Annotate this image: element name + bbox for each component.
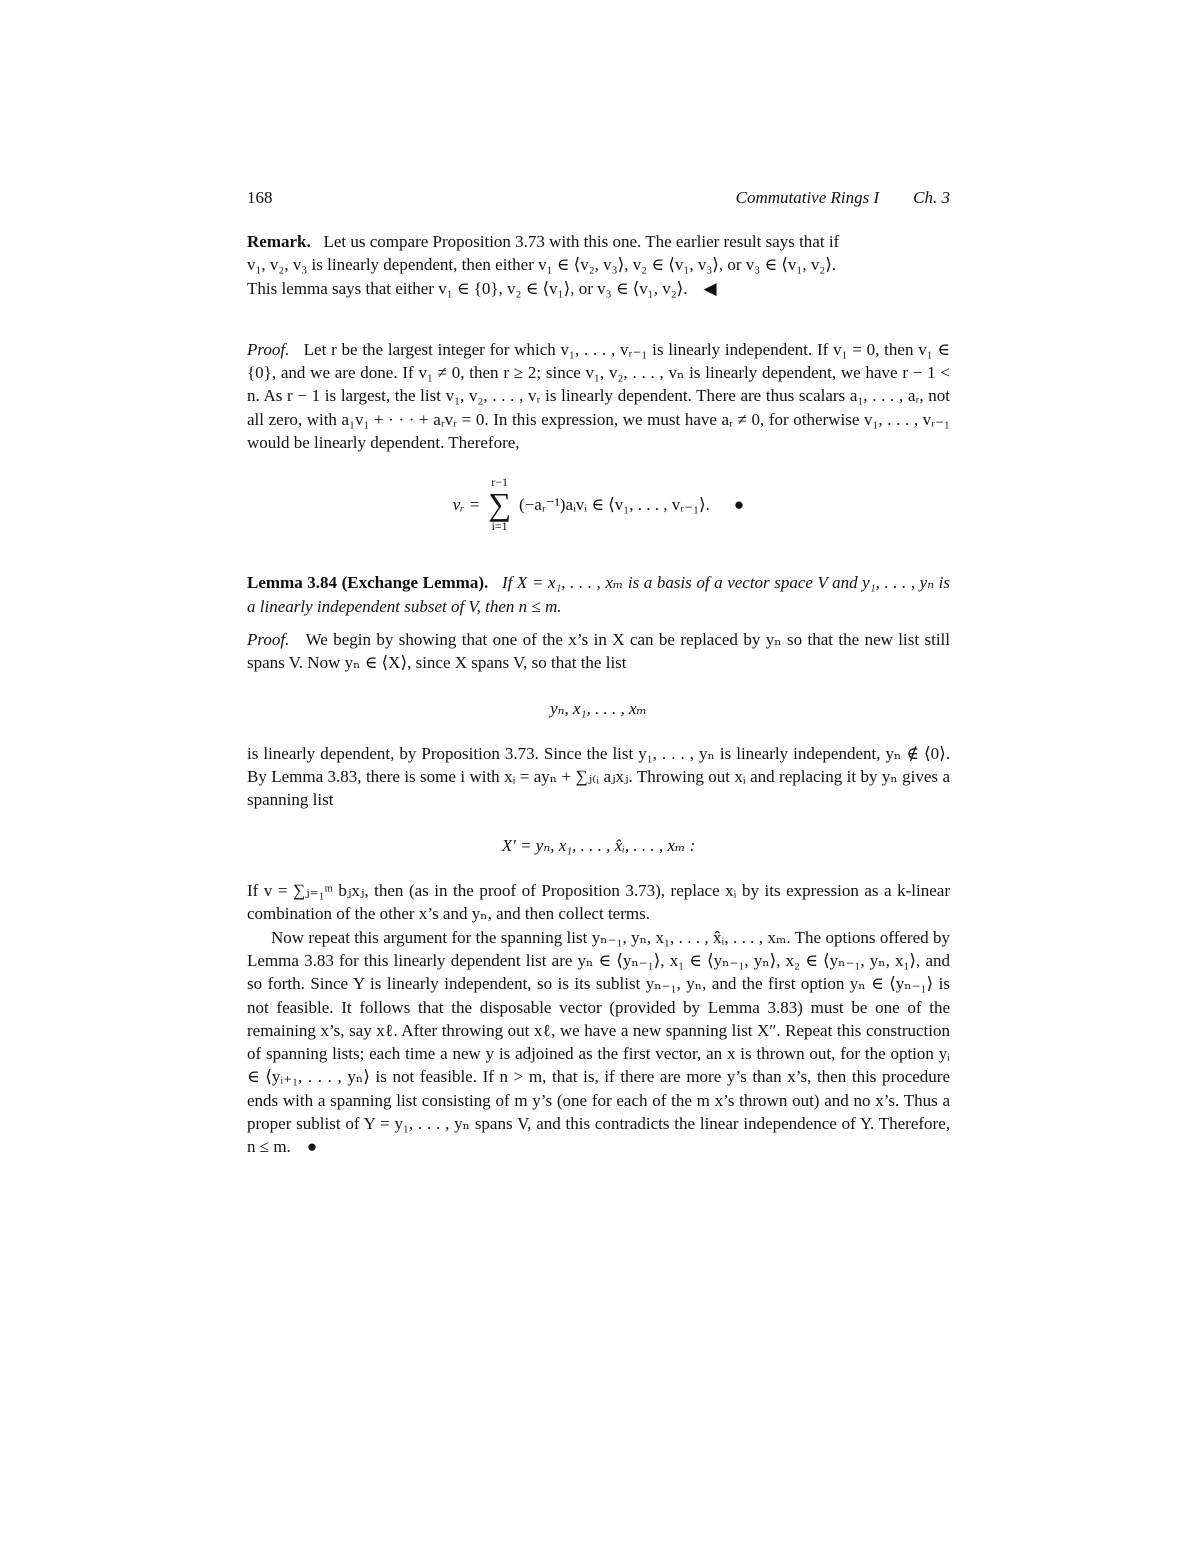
lemma-statement: If X = x₁, . . . , xₘ is a basis of a vector space V and y₁, . . . , yₙ is a linearly independent subset of V, then n ≤ m. <box>247 573 951 616</box>
remark-end-mark: ◀ <box>703 278 717 298</box>
lemma-3-84 <box>247 571 950 618</box>
proof-2-paragraph-3: If v = ∑ⱼ₌₁ᵐ bⱼxⱼ, then (as in the proof of Proposition 3.73), replace xᵢ by its expression as a k-linear combination of the other x’s and yₙ, and then collect terms. <box>247 881 950 924</box>
running-title: Commutative Rings I <box>735 188 880 207</box>
running-head <box>736 186 950 209</box>
equation-vr <box>247 476 950 532</box>
equation-lhs: vᵣ = <box>452 494 481 514</box>
page-header <box>247 186 950 210</box>
remark-block <box>247 230 950 300</box>
proof-2-label: Proof. <box>247 629 290 649</box>
equation-rhs: (−aᵣ⁻¹)aᵢvᵢ ∈ ⟨v₁, . . . , vᵣ₋₁⟩. <box>519 494 710 514</box>
proof-2 <box>247 628 950 1159</box>
proof-2-text-4: Now repeat this argument for the spanning list yₙ₋₁, yₙ, x₁, . . . , x̂ᵢ, . . . , xₘ. The options offered by Lemma 3.83 for this linearly dependent list are yₙ ∈ ⟨yₙ₋₁⟩, x₁ ∈ ⟨yₙ₋₁, yₙ⟩, x₂ ∈ ⟨yₙ₋₁, yₙ, x₁⟩, and so forth. Since Y is linearly independent, so is its sublist yₙ₋₁, yₙ, and the first option yₙ ∈ ⟨yₙ₋₁⟩ is not feasible. It follows that the disposable vector (provided by Lemma 3.83) must be one of the remaining x’s, say xℓ. After throwing out xℓ, we have a new spanning list X″. Repeat this construction of spanning lists; each time a new y is adjoined as the first vector, an x is thrown out, for the option yᵢ ∈ ⟨yᵢ₊₁, . . . , yₙ⟩ is not feasible. If n > m, that is, if there are more y’s than x’s, then this procedure ends with a spanning list consisting of m y’s (one for each of the m x’s thrown out) and no x’s. Thus a proper sublist of Y = y₁, . . . , yₙ spans V, and this contradicts the linear independence of Y. Therefore, n ≤ m. <box>247 927 950 1157</box>
sum-upper-limit: r−1 <box>491 475 509 490</box>
sigma-symbol: ∑ <box>488 486 512 523</box>
sum-lower-limit: i=1 <box>491 519 508 534</box>
proof-2-text-1: We begin by showing that one of the x’s in X can be replaced by yₙ so that the new list still spans V. Now yₙ ∈ ⟨X⟩, since X spans V, so that the list <box>247 629 951 673</box>
proof-2-qed-mark: ● <box>306 1137 318 1157</box>
remark-line-1 <box>247 230 950 253</box>
page-number: 168 <box>247 188 273 207</box>
proof-1-text: Let r be the largest integer for which v₁, . . . , vᵣ₋₁ is linearly independent. If v₁ = 0, then v₁ ∈ {0}, and we are done. If v₁ ≠ 0, then r ≥ 2; since v₁, v₂, . . . , vₙ is linearly dependent, we have r − 1 < n. As r − 1 is largest, the list v₁, v₂, . . . , vᵣ is linearly dependent. There are thus scalars a₁, . . . , aᵣ, not all zero, with a₁v₁ + · · · + aᵣvᵣ = 0. In this expression, we must have aᵣ ≠ 0, for otherwise v₁, . . . , vᵣ₋₁ would be linearly dependent. Therefore, <box>247 339 950 453</box>
proof-1 <box>247 338 950 532</box>
proof-1-paragraph <box>247 338 950 454</box>
proof-2-paragraph-1 <box>247 628 950 675</box>
proof-1-qed-mark: ● <box>733 494 745 514</box>
lemma-paragraph <box>247 571 950 618</box>
proof-1-label: Proof. <box>247 339 290 359</box>
display-list-1: yₙ, x₁, . . . , xₘ <box>550 698 647 718</box>
proof-2-paragraph-2: is linearly dependent, by Proposition 3.73. Since the list y₁, . . . , yₙ is linearly independent, yₙ ∉ ⟨0⟩. By Lemma 3.83, there is some i with xᵢ = ayₙ + ∑ⱼ₍ᵢ aⱼxⱼ. Throwing out xᵢ and replacing it by yₙ gives a spanning list <box>247 743 950 810</box>
lemma-label: Lemma 3.84 (Exchange Lemma). <box>247 573 489 593</box>
chapter-label: Ch. 3 <box>913 188 950 207</box>
remark-text-1: Let us compare Proposition 3.73 with this one. The earlier result says that if <box>323 232 840 251</box>
page-body <box>247 186 950 1159</box>
summation <box>488 476 511 532</box>
remark-line-3 <box>247 277 950 300</box>
proof-2-paragraph-4 <box>247 926 950 1159</box>
remark-label: Remark. <box>247 232 311 251</box>
remark-text-3: This lemma says that either v₁ ∈ {0}, v₂ ∈ ⟨v₁⟩, or v₃ ∈ ⟨v₁, v₂⟩. <box>247 278 688 298</box>
remark-line-2: v₁, v₂, v₃ is linearly dependent, then either v₁ ∈ ⟨v₂, v₃⟩, v₂ ∈ ⟨v₁, v₃⟩, or v₃ ∈ ⟨v₁, v₂⟩. <box>247 255 837 275</box>
display-list-2: X′ = yₙ, x₁, . . . , x̂ᵢ, . . . , xₘ : <box>501 835 696 855</box>
